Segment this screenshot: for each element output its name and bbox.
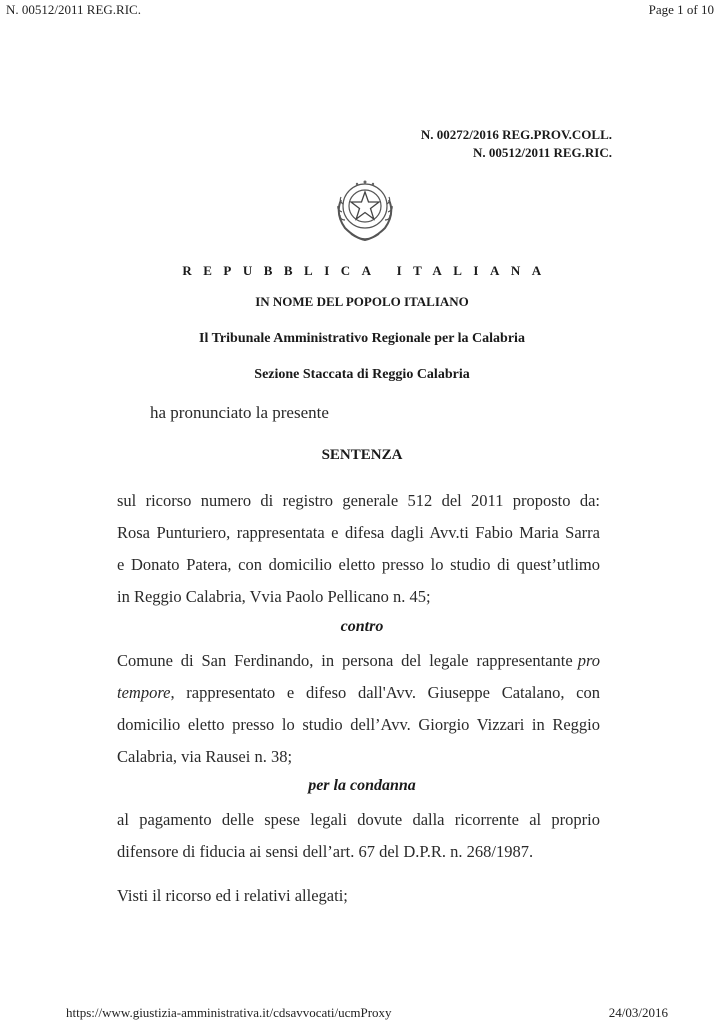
heading-in-nome-del-popolo: IN NOME DEL POPOLO ITALIANO xyxy=(255,294,469,309)
ricorso-line-4: in Reggio Calabria, Vvia Paolo Pellicano n. 45; xyxy=(117,587,431,606)
comune-pro-italic: pro xyxy=(577,651,600,670)
comune-line-1 xyxy=(117,651,600,671)
comune-line-2-text: , rappresentato e difeso dall'Avv. Giuseppe Catalano, con xyxy=(170,683,600,702)
sentenza-title: SENTENZA xyxy=(321,447,403,463)
comune-line-2 xyxy=(117,683,600,703)
heading-tribunal: Il Tribunale Amministrativo Regionale per la Calabria xyxy=(199,331,525,346)
contro-heading: contro xyxy=(340,618,384,635)
print-header-page-number: Page 1 of 10 xyxy=(648,2,714,17)
print-header-left: N. 00512/2011 REG.RIC. xyxy=(6,2,141,17)
ricorso-line-3: e Donato Patera, con domicilio eletto presso lo studio di quest’utlimo xyxy=(117,555,600,574)
heading-repubblica-italiana: REPUBBLICA ITALIANA xyxy=(182,263,553,278)
emblem-icon xyxy=(327,170,403,246)
intro-line: ha pronunciato la presente xyxy=(150,403,329,422)
pagamento-line-1: al pagamento delle spese legali dovute dalla ricorrente al proprio xyxy=(117,810,600,829)
visti-line: Visti il ricorso ed i relativi allegati; xyxy=(117,886,348,905)
comune-line-4: Calabria, via Rausei n. 38; xyxy=(117,747,293,766)
heading-section: Sezione Staccata di Reggio Calabria xyxy=(254,367,470,382)
print-footer-url: https://www.giustizia-amministrativa.it/cdsavvocati/ucmProxy xyxy=(66,1005,392,1020)
ricorso-line-2: Rosa Punturiero, rappresentata e difesa dagli Avv.ti Fabio Maria Sarra xyxy=(117,523,600,542)
doc-ref-prov-coll: N. 00272/2016 REG.PROV.COLL. xyxy=(420,127,612,142)
italian-republic-emblem xyxy=(327,170,403,246)
per-la-condanna-heading: per la condanna xyxy=(308,777,416,794)
pagamento-line-2: difensore di fiducia ai sensi dell’art. 67 del D.P.R. n. 268/1987. xyxy=(117,842,534,861)
print-footer-date: 24/03/2016 xyxy=(608,1005,668,1020)
comune-line-1-text: Comune di San Ferdinando, in persona del legale rappresentante xyxy=(117,651,573,670)
doc-ref-reg-ric: N. 00512/2011 REG.RIC. xyxy=(472,145,612,160)
comune-tempore-italic: tempore xyxy=(117,683,171,702)
ricorso-line-1: sul ricorso numero di registro generale 512 del 2011 proposto da: xyxy=(117,491,600,510)
comune-line-3: domicilio eletto presso lo studio dell’Avv. Giorgio Vizzari in Reggio xyxy=(117,715,600,734)
